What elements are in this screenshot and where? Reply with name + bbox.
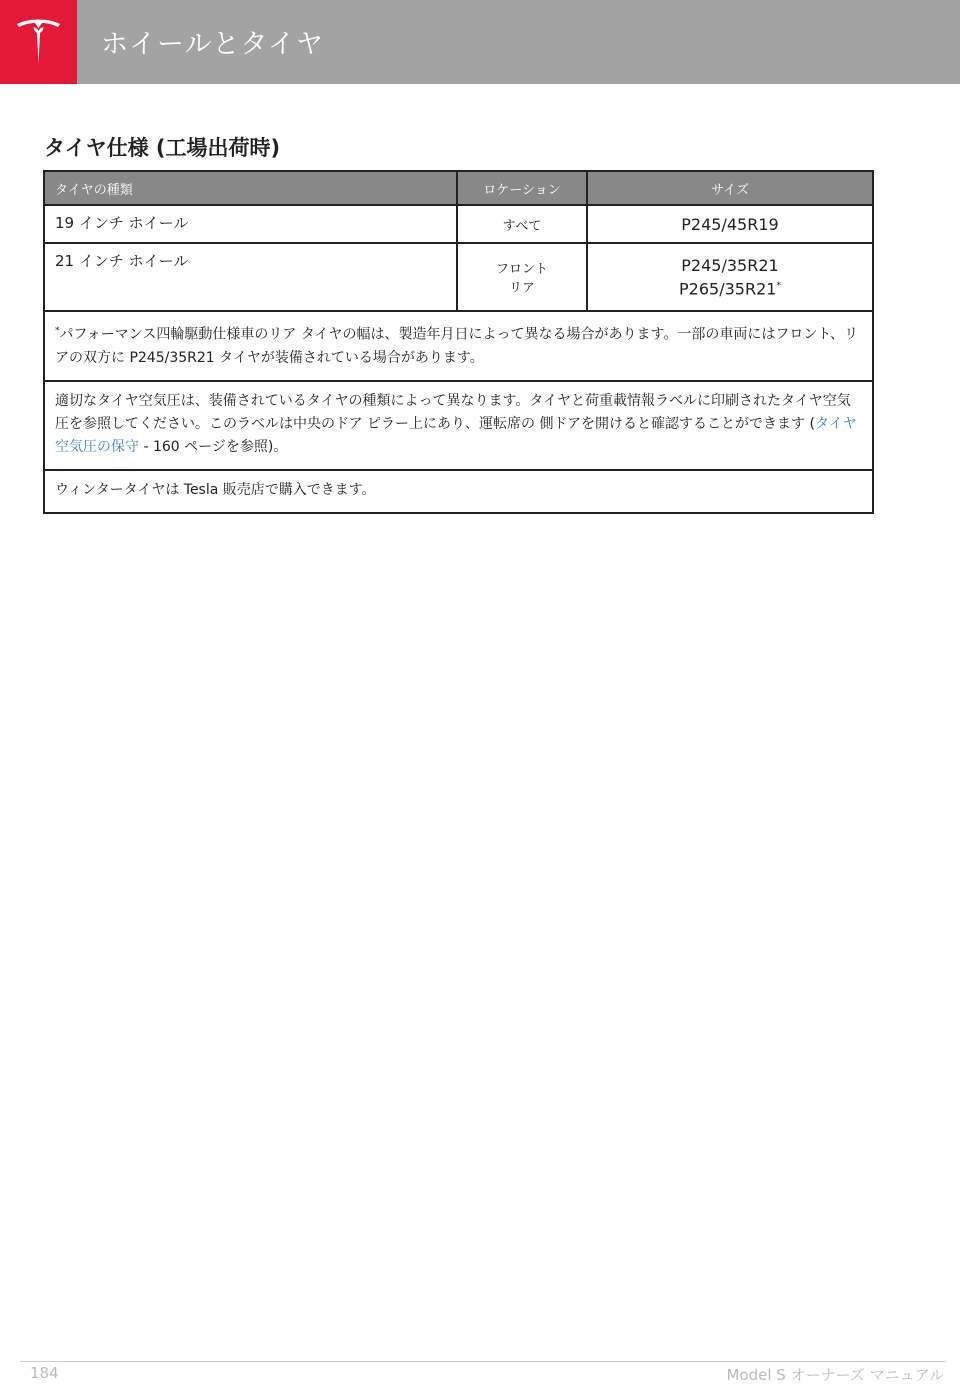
- tire-spec-table: [43, 170, 874, 514]
- cell-tire-type: 21 インチ ホイール: [44, 243, 457, 311]
- footnote-cell: [44, 311, 873, 381]
- winter-row: [44, 470, 873, 513]
- header-size: サイズ: [587, 171, 873, 205]
- table-row: [44, 243, 873, 311]
- footnote-mark: *: [776, 280, 781, 291]
- section-title: タイヤ仕様 (工場出荷時): [44, 136, 281, 160]
- table-row: [44, 205, 873, 243]
- header-tire-type: タイヤの種類: [44, 171, 457, 205]
- note-row: [44, 381, 873, 470]
- tesla-logo-icon: [15, 18, 62, 66]
- footer-divider: [20, 1361, 946, 1362]
- header-location: ロケーション: [457, 171, 587, 205]
- cell-location: [457, 243, 587, 311]
- footnote-text: パフォーマンス四輪駆動仕様車のリア タイヤの幅は、製造年月日によって異なる場合があります。一部の車両にはフロント、リアの双方に P245/35R21 タイヤが装備されている場合があります。: [55, 326, 859, 366]
- location-rear: リア: [508, 281, 535, 296]
- winter-tire-note: ウィンタータイヤは Tesla 販売店で購入できます。: [44, 470, 873, 513]
- tire-pressure-link[interactable]: タイヤ空気圧の保守: [55, 415, 857, 455]
- page-number: 184: [30, 1364, 59, 1382]
- size-rear-wrap: [598, 276, 862, 299]
- cell-size: [587, 243, 873, 311]
- footnote-row: [44, 311, 873, 381]
- chapter-title: ホイールとタイヤ: [101, 29, 324, 60]
- footnote-mark: *: [55, 326, 60, 336]
- pressure-note-cell: [44, 381, 873, 470]
- brand-logo-box: [0, 0, 77, 84]
- table-header-row: [44, 171, 873, 205]
- location-front: フロント: [495, 262, 548, 277]
- cell-size: P245/45R19: [587, 205, 873, 243]
- size-rear: P265/35R21: [679, 279, 777, 299]
- cell-location: すべて: [457, 205, 587, 243]
- pressure-note-text: 適切なタイヤ空気圧は、装備されているタイヤの種類によって異なります。タイヤと荷重載情報ラベルに印刷されたタイヤ空気圧を参照してください。このラベルは中央のドア ピラー上にあり、運転席の 側ドアを開けると確認することができます (: [55, 392, 851, 432]
- size-front: P245/35R21: [681, 255, 779, 275]
- pressure-note-page-ref: - 160 ページを参照)。: [139, 438, 288, 455]
- chapter-header: [0, 0, 960, 84]
- manual-name: Model S オーナーズ マニュアル: [726, 1366, 944, 1384]
- cell-tire-type: 19 インチ ホイール: [44, 205, 457, 243]
